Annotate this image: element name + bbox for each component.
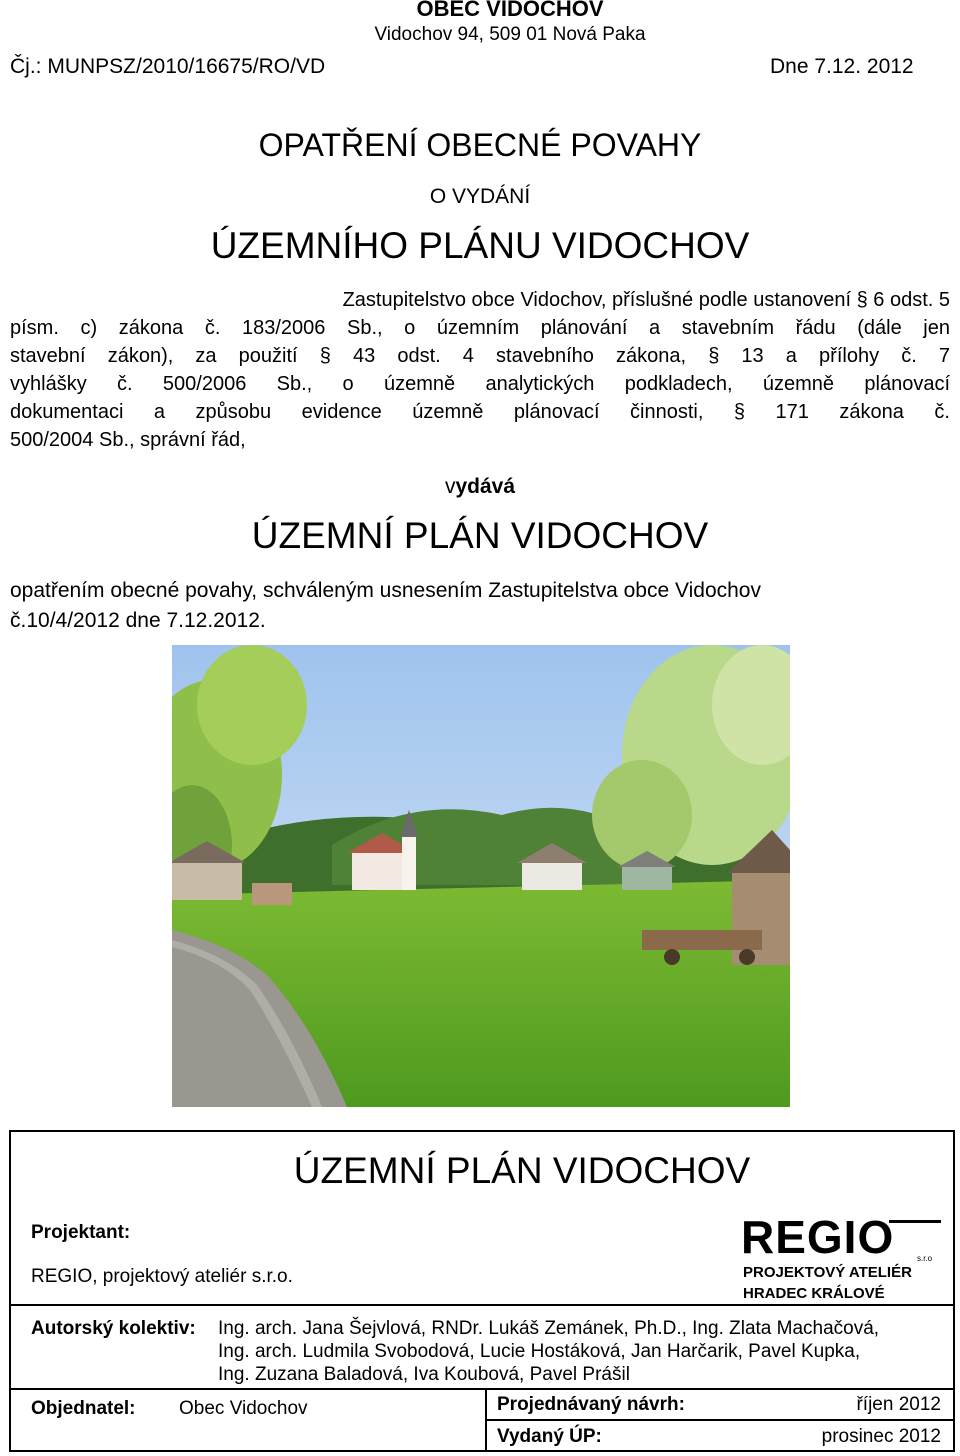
logo-line2: HRADEC KRÁLOVÉ (743, 1285, 885, 1302)
logo-line1: PROJEKTOVÝ ATELIÉR (743, 1264, 912, 1281)
measure-title: OPATŘENÍ OBECNÉ POVAHY (258, 127, 702, 163)
cover-title: ÚZEMNÍ PLÁN VIDOCHOV (293, 1150, 751, 1191)
issues-word (0, 475, 960, 499)
authors-line: Ing. arch. Jana Šejvlová, RNDr. Lukáš Zemánek, Ph.D., Ing. Zlata Machačová, (218, 1318, 880, 1339)
about-subtitle: O VYDÁNÍ (429, 185, 531, 208)
client-value: Obec Vidochov (179, 1398, 308, 1419)
regio-logo (741, 1211, 941, 1306)
plan-title: ÚZEMNÍ PLÁN VIDOCHOV (251, 515, 709, 556)
issued-value: prosinec 2012 (821, 1426, 941, 1447)
intro-paragraph (10, 286, 950, 454)
logo-name: REGIO (741, 1211, 895, 1263)
box-cell-divider (487, 1419, 953, 1421)
issues-suffix: ydává (455, 475, 516, 498)
reference-number: Čj.: MUNPSZ/2010/16675/RO/VD (10, 55, 326, 78)
intro-line: písm. c) zákona č. 183/2006 Sb., o územním plánování a stavebním řádu (dále jen (10, 317, 950, 339)
intro-line: Zastupitelstvo obce Vidochov, příslušné podle ustanovení § 6 odst. 5 (342, 289, 950, 311)
municipality-address: Vidochov 94, 509 01 Nová Paka (374, 24, 646, 45)
issues-prefix: v (444, 475, 456, 498)
intro-line: dokumentaci a způsobu evidence územně plánovací činnosti, § 171 zákona č. (10, 401, 950, 423)
intro-line: vyhlášky č. 500/2006 Sb., o územně analytických podkladech, územně plánovací (10, 373, 950, 395)
logo-suffix: s.r.o (917, 1254, 933, 1263)
approval-paragraph (10, 576, 950, 636)
client-label: Objednatel: (31, 1398, 136, 1419)
municipality-name: OBEC VIDOCHOV (416, 0, 604, 21)
intro-line: 500/2004 Sb., správní řád, (10, 429, 246, 451)
designer-label: Projektant: (31, 1222, 131, 1243)
designer-value: REGIO, projektový ateliér s.r.o. (31, 1266, 293, 1287)
issued-label: Vydaný ÚP: (497, 1426, 602, 1447)
authors-line: Ing. Zuzana Baladová, Iva Koubová, Pavel Prášil (218, 1364, 630, 1385)
document-date: Dne 7.12. 2012 (770, 55, 914, 78)
plan-heading: ÚZEMNÍHO PLÁNU VIDOCHOV (210, 225, 750, 266)
intro-line: stavební zákon), za použití § 43 odst. 4 stavebního zákona, § 13 a přílohy č. 7 (10, 345, 950, 367)
draft-label: Projednávaný návrh: (497, 1394, 685, 1415)
village-photo-drawing (172, 645, 790, 1107)
approval-line: opatřením obecné povahy, schváleným usnesením Zastupitelstva obce Vidochov (10, 579, 761, 602)
cover-box (9, 1130, 955, 1452)
authors-label: Autorský kolektiv: (31, 1318, 196, 1339)
authors-line: Ing. arch. Ludmila Svobodová, Lucie Hostáková, Jan Harčarik, Pavel Kupka, (218, 1341, 861, 1362)
village-photo (172, 645, 790, 1107)
approval-line: č.10/4/2012 dne 7.12.2012. (10, 609, 266, 632)
box-divider (11, 1388, 953, 1390)
logo-swoosh (889, 1220, 941, 1223)
draft-value: říjen 2012 (856, 1394, 941, 1415)
box-divider (11, 1304, 953, 1306)
